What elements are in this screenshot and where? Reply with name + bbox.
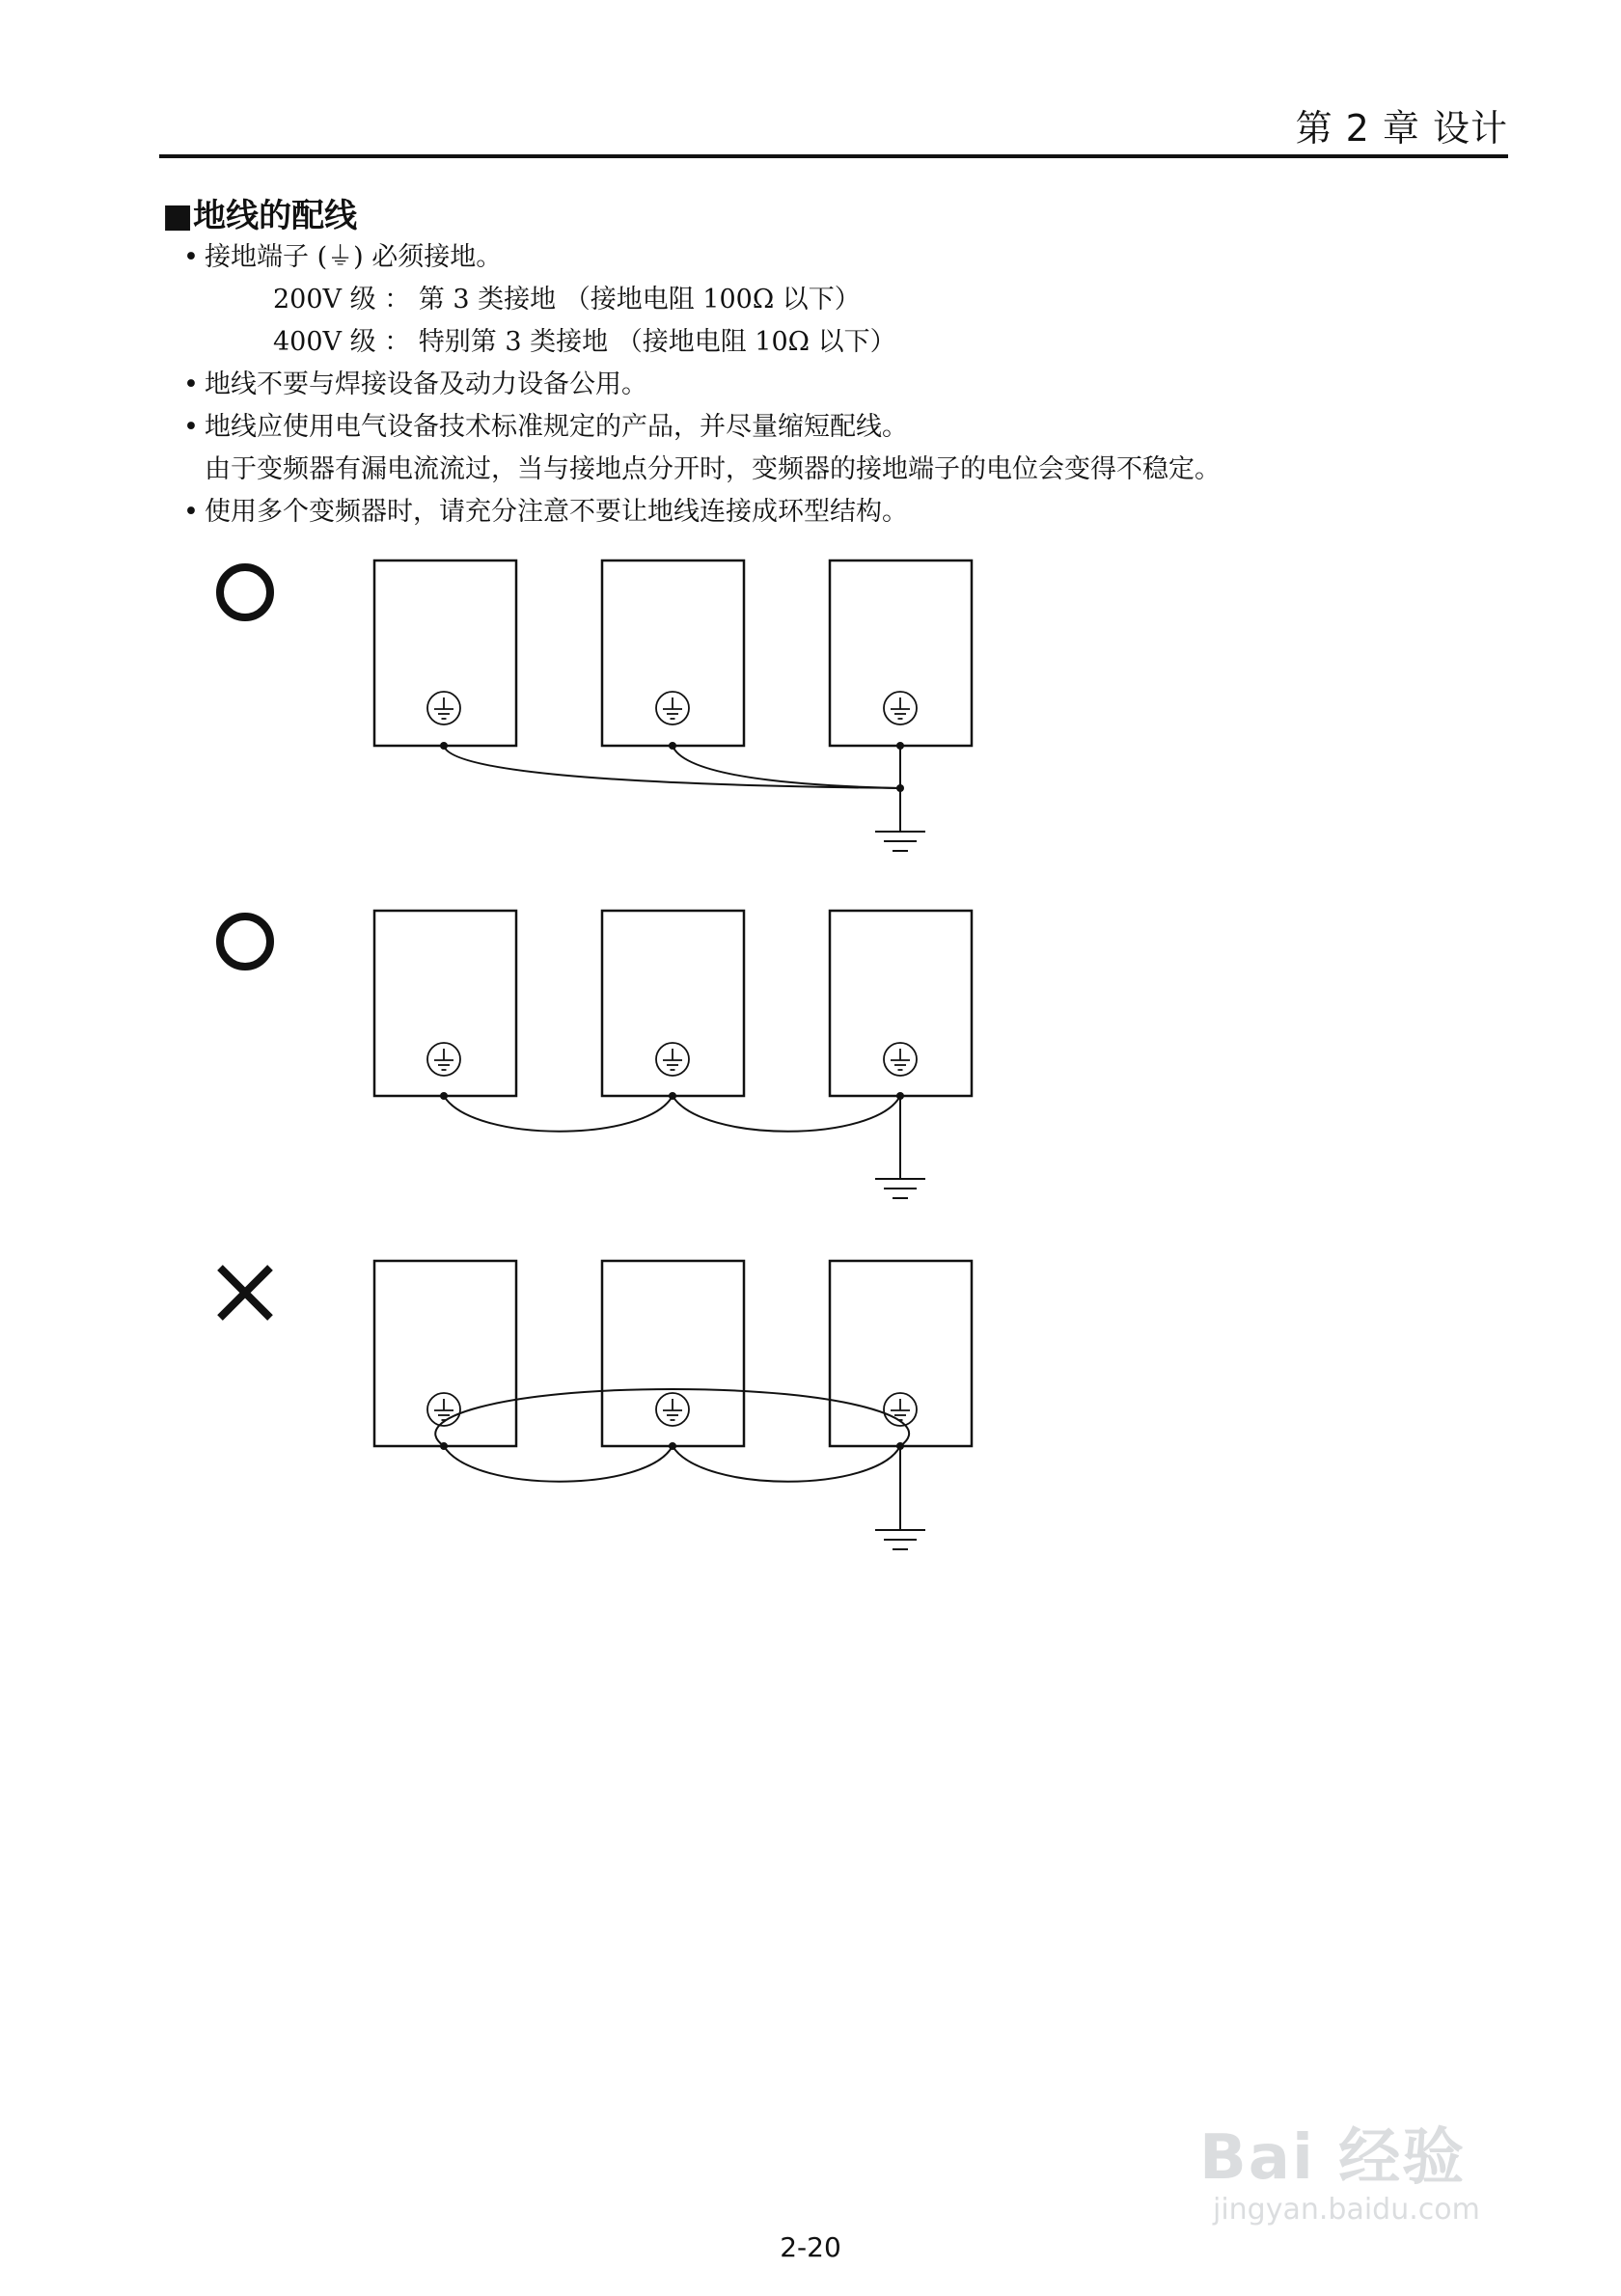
- text-line: 400V 级 ： 特别第 3 类接地 （接地电阻 10Ω 以下）: [273, 327, 896, 357]
- ground-terminal-icon: [884, 692, 917, 724]
- text-line: • 地线应使用电气设备技术标准规定的产品，并尽量缩短配线。: [183, 410, 908, 445]
- ok-mark-icon: [220, 916, 270, 967]
- inverter-box: [602, 911, 744, 1096]
- inverter-box: [830, 1261, 972, 1446]
- chapter-title: 第 2 章 设计: [1295, 107, 1508, 150]
- page-number: 2-20: [780, 2231, 841, 2263]
- earth-ground-icon: [875, 832, 925, 851]
- ground-terminal-icon: [427, 692, 460, 724]
- watermark-url: jingyan.baidu.com: [1213, 2193, 1480, 2227]
- diagram-loop-wiring: [220, 1261, 972, 1549]
- text-line: • 使用多个变频器时，请充分注意不要让地线连接成环型结构。: [183, 495, 908, 530]
- text-line: 由于变频器有漏电流流过，当与接地点分开时，变频器的接地端子的电位会变得不稳定。: [205, 454, 1221, 484]
- earth-ground-icon: [875, 1179, 925, 1198]
- text-line: 200V 级 ： 第 3 类接地 （接地电阻 100Ω 以下）: [273, 285, 861, 314]
- inverter-box: [374, 911, 516, 1096]
- inverter-box: [374, 1261, 516, 1446]
- diagram-daisy-chain-wiring: [220, 911, 972, 1198]
- inverter-box: [830, 911, 972, 1096]
- ground-terminal-icon: [427, 1043, 460, 1076]
- ground-terminal-icon: [884, 1043, 917, 1076]
- ground-terminal-icon: [656, 1393, 689, 1426]
- ng-mark-icon: [220, 1268, 270, 1318]
- ground-terminal-icon: [656, 692, 689, 724]
- ground-terminal-icon: [656, 1043, 689, 1076]
- watermark: [1172, 2108, 1529, 2253]
- ok-mark-icon: [220, 567, 270, 617]
- inverter-box: [602, 1261, 744, 1446]
- diagram-star-wiring: [220, 560, 972, 851]
- text-line: • 接地端子 (⏚) 必须接地。: [183, 240, 502, 275]
- watermark-brand: Bai 经验: [1199, 2122, 1467, 2194]
- section-title: ■地线的配线: [162, 197, 358, 235]
- earth-ground-icon: [875, 1530, 925, 1549]
- text-line: • 地线不要与焊接设备及动力设备公用。: [183, 368, 647, 402]
